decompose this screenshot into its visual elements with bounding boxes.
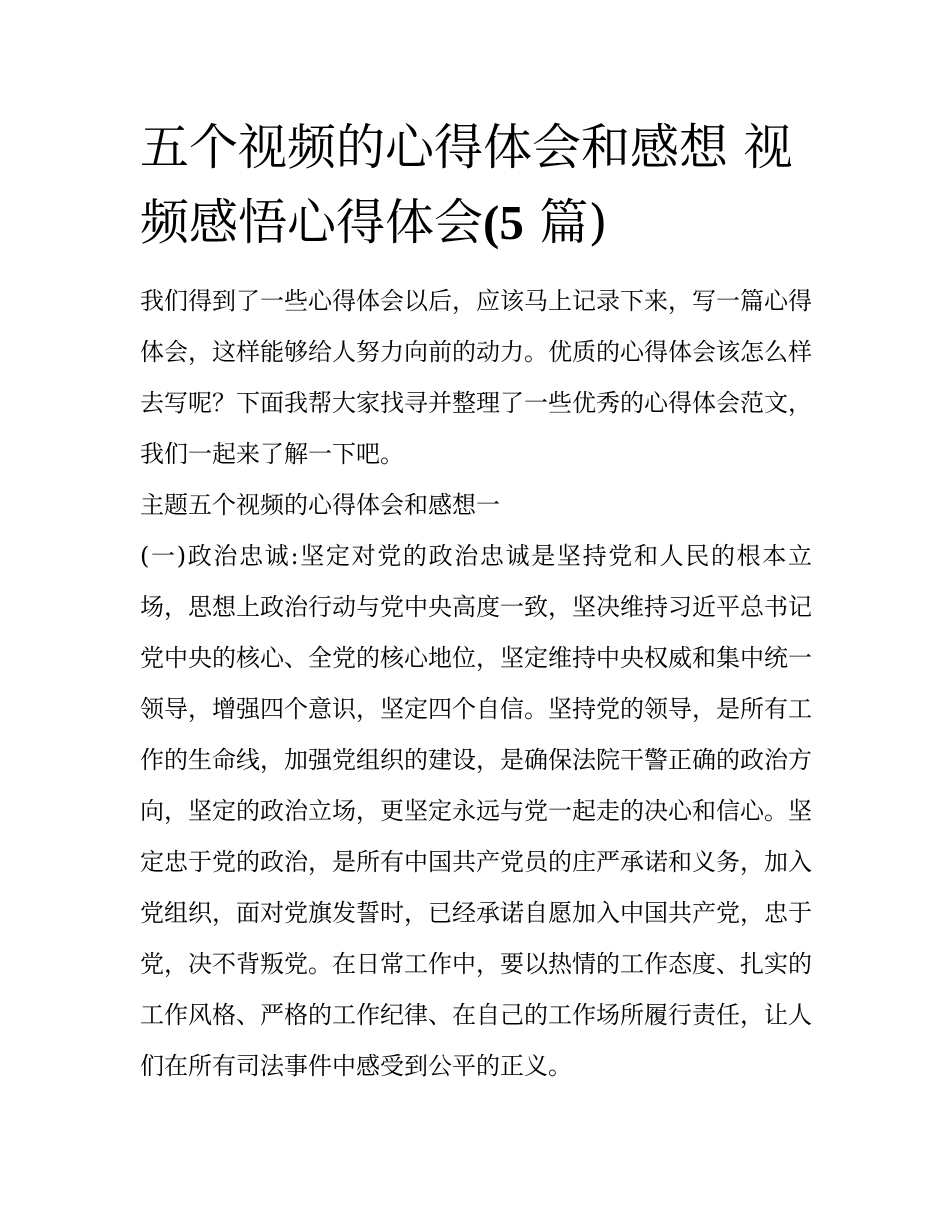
body-paragraph: (一)政治忠诚:坚定对党的政治忠诚是坚持党和人民的根本立场，思想上政治行动与党中央高度一致，坚决维持习近平总书记党中央的核心、全党的核心地位，坚定维持中央权威和集中统一领导，增强四个意识，坚定四个自信。坚持党的领导，是所有工作的生命线，加强党组织的建设，是确保法院干警正确的政治方向，坚定的政治立场，更坚定永远与党一起走的决心和信心。坚定忠于党的政治，是所有中国共产党员的庄严承诺和义务，加入党组织，面对党旗发誓时，已经承诺自愿加入中国共产党，忠于党，决不背叛党。在日常工作中，要以热情的工作态度、扎实的工作风格、严格的工作纪律、在自己的工作场所履行责任，让人们在所有司法事件中感受到公平的正义。 bbox=[140, 542, 812, 1080]
document-body bbox=[140, 276, 812, 1092]
title-text-main: 五个视频的心得体会和感想 视频感悟心得体会 bbox=[140, 119, 793, 251]
title-text-suffix: 篇) bbox=[523, 194, 608, 251]
document-title bbox=[140, 110, 812, 260]
title-text-count: (5 bbox=[483, 195, 524, 250]
intro-paragraph: 我们得到了一些心得体会以后，应该马上记录下来，写一篇心得体会，这样能够给人努力向前的动力。优质的心得体会该怎么样去写呢？下面我帮大家找寻并整理了一些优秀的心得体会范文，我们一起来了解一下吧。 bbox=[140, 287, 812, 468]
section-heading: 主题五个视频的心得体会和感想一 bbox=[140, 491, 500, 519]
